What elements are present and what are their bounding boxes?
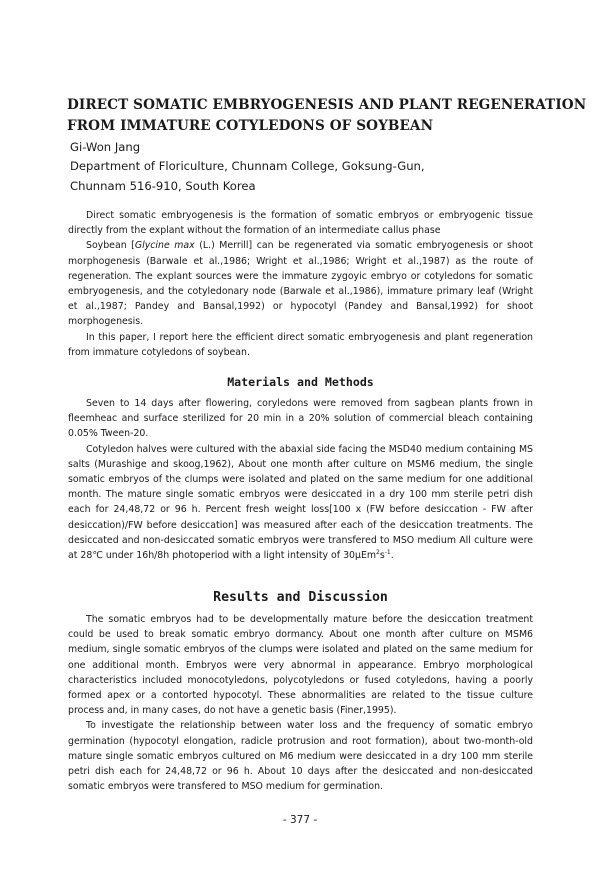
title-line-1: DIRECT SOMATIC EMBRYOGENESIS AND PLANT REGENERATION <box>67 97 587 113</box>
author-name: Gi-Won Jang <box>70 140 141 154</box>
title-line-2: FROM IMMATURE COTYLEDONS OF SOYBEAN <box>67 118 434 134</box>
superscript-minus-1: -1 <box>384 548 391 556</box>
page-number: - 377 - <box>282 814 318 826</box>
results-discussion-heading: Results and Discussion <box>213 590 388 605</box>
species-name: Glycine max <box>134 240 195 252</box>
paper-title <box>67 95 587 137</box>
affiliation <box>70 157 425 196</box>
materials-p2-text: Cotyledon halves were cultured with the abaxial side facing the MSD40 medium containing MS salts (Murashige and skoog,1962), About one month after culture on MSM6 medium, the single somatic embryos of the clumps were isolated and plated on the same medium for one additional month. The mature single somatic embryos were desiccated in a dry 100 mm sterile petri dish each for 24,48,72 or 96 h. Percent fresh weight loss[100 x (FW before desiccation - FW after desiccation)/FW before desiccation] was measured after each of the desiccation treatments. The desiccated and non-desiccated somatic embryos were transfered to MSO medium All culture were at 28℃ under 16h/8h photoperiod with a light intensity of 30μEm <box>68 443 533 562</box>
affiliation-line-2: Chunnam 516-910, South Korea <box>70 178 256 193</box>
materials-paragraph-1: Seven to 14 days after flowering, coryledons were removed from sagbean plants frown in fleemheac and surface sterilized for 20 min in a 20% solution of commercial bleach containing 0.05% Tween-20. <box>68 398 533 440</box>
materials-p2-end: . <box>390 550 394 562</box>
intro-paragraph-1: Direct somatic embryogenesis is the formation of somatic embryos or embryogenic tissue directly from the explant without the formation of an intermediate callus phase <box>68 210 533 237</box>
intro-p2-rest: (L.) Merrill] can be regenerated via somatic embryogenesis or shoot morphogenesis (Barwale et al.,1986; Wright et al.,1986; Wright et al.,1987) as the route of regeneration. The explant sources were the immature zygoyic embryo or cotyledons for somatic embryogenesis, and the cotyledonary node (Barwale et al.,1986), immature primary leaf (Wright et al.,1987; Pandey and Bansal,1992) or hypocotyl (Pandey and Bansal,1992) for shoot morphogenesis. <box>68 240 534 328</box>
superscript-2: 2 <box>376 548 380 556</box>
intro-paragraph-2 <box>68 238 533 329</box>
materials-methods-heading: Materials and Methods <box>227 375 374 389</box>
results-paragraph-1: The somatic embryos had to be developmentally mature before the desiccation treatment could be used to break somatic embryo dormancy. About one month after culture on MSM6 medium, single somatic embryos of the clumps were isolated and plated on the same medium for one additional month. Embryos were very abnormal in appearance. Embryo morphological characteristics included monocotyledons, polycotyledons or fused cotyledons, having a poorly formed apex or a contorted hypocotyl. These abnormalities are related to the tissue culture process and, in many cases, do not have a genetic basis (Finer,1995). <box>68 614 533 717</box>
materials-paragraph-2 <box>68 442 533 564</box>
results-paragraph-2: To investigate the relationship between water loss and the frequency of somatic embryo germination (hypocotyl elongation, radicle protrusion and root formation), about two-month-old mature single somatic embryos cultured on M6 medium were desiccated in a dry 100 mm sterile petri dish each for 24,48,72 or 96 h. About 10 days after the desiccated and non-desiccated somatic embryos were transfered to MSO medium for germination. <box>68 720 533 793</box>
intro-paragraph-3: In this paper, I report here the efficient direct somatic embryogenesis and plant regeneration from immature cotyledons of soybean. <box>68 331 533 358</box>
unit-s: s <box>379 550 385 562</box>
introduction-section <box>68 208 533 360</box>
materials-methods-section <box>68 396 533 563</box>
affiliation-line-1: Department of Floriculture, Chunnam College, Goksung-Gun, <box>70 159 425 173</box>
results-discussion-section <box>68 612 533 794</box>
intro-p2-start: Soybean [ <box>86 240 135 252</box>
